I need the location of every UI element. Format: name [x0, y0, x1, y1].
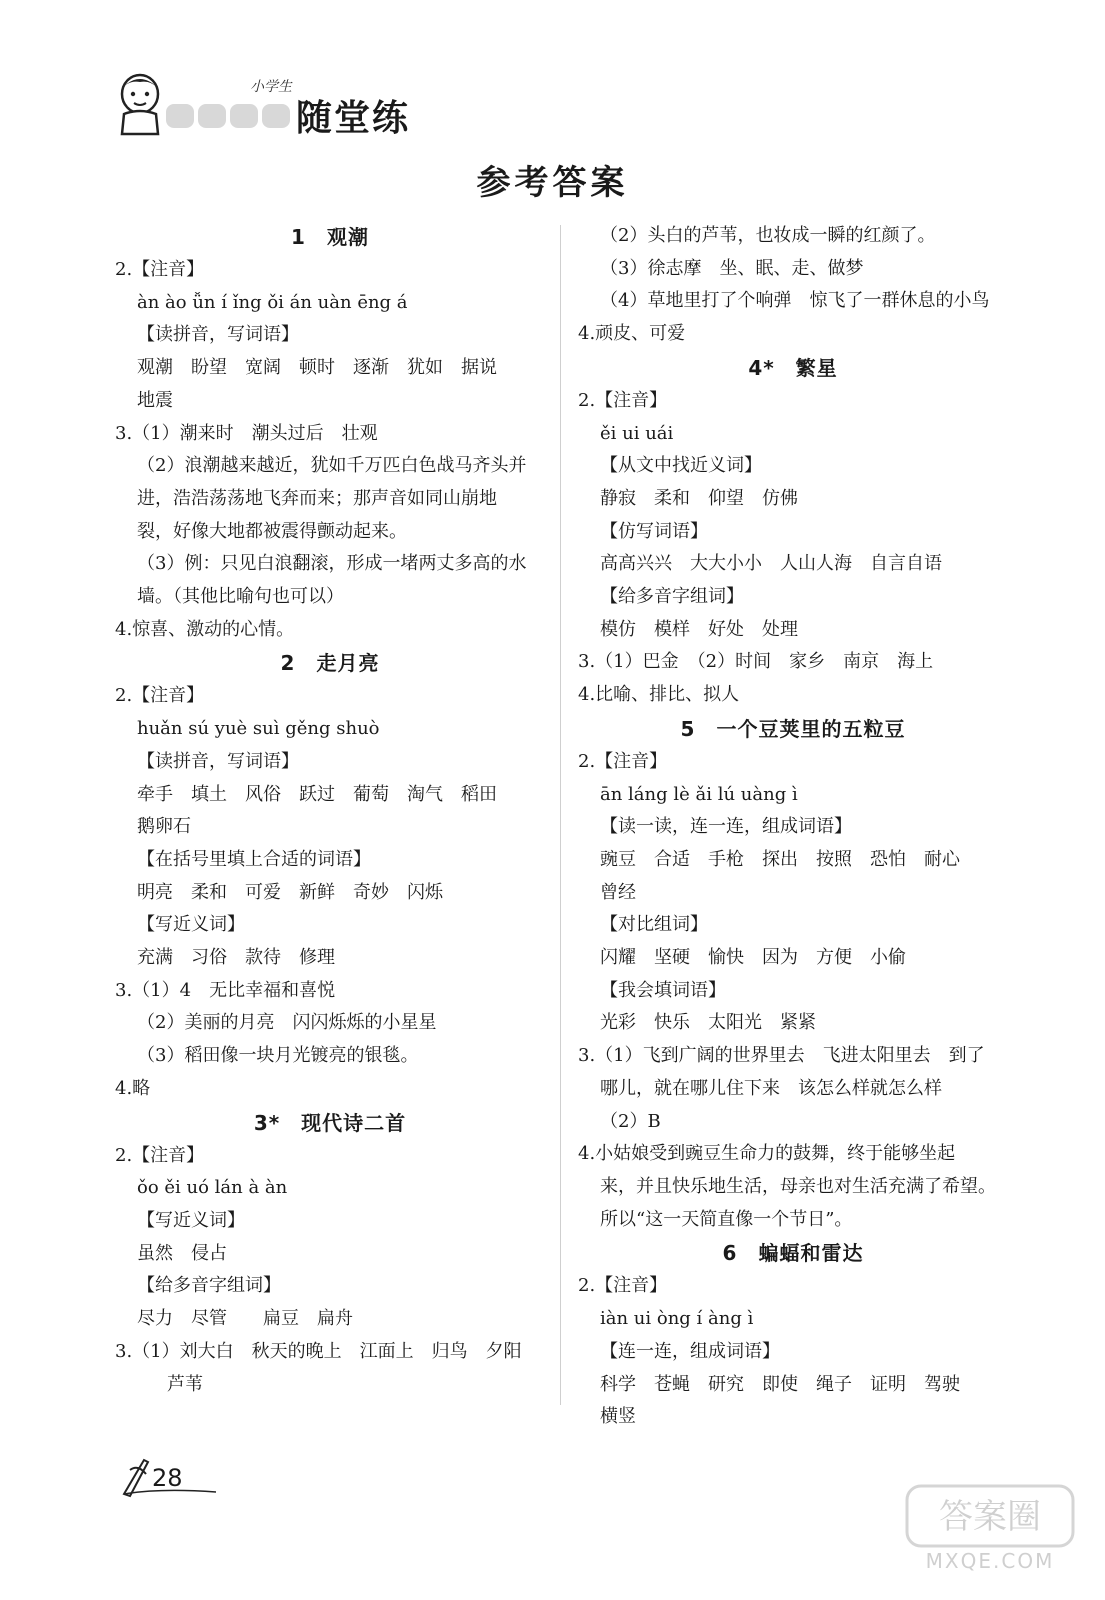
answer-line: （3）徐志摩 坐、眠、走、做梦: [600, 257, 864, 279]
watermark-site: MXQE.COM: [925, 1549, 1055, 1573]
answer-line: 【仿写词语】: [600, 520, 708, 542]
answer-line: ān láng lè ǎi lú uàng ì: [600, 783, 798, 805]
page-number: 28: [152, 1464, 183, 1492]
answer-line: 墙。（其他比喻句也可以）: [137, 586, 344, 608]
answer-line: 虽然 侵占: [137, 1242, 227, 1264]
answer-line: 牵手 填土 风俗 跃过 葡萄 淘气 稻田: [137, 783, 497, 805]
watermark-logo-icon: [905, 1484, 1075, 1574]
answer-line: 明亮 柔和 可爱 新鲜 奇妙 闪烁: [137, 881, 443, 903]
answer-line: 2.【注音】: [578, 1275, 668, 1297]
answer-line: ěi ui uái: [600, 422, 674, 444]
brand-subtitle: 小学生: [250, 79, 292, 95]
answer-line: 尽力 尽管 扁豆 扁舟: [137, 1308, 353, 1330]
answer-line: àn ào ǚn í ǐng ǒi án uàn ēng á: [137, 291, 408, 313]
answer-line: ǒo ěi uó lán à àn: [137, 1177, 288, 1199]
answer-line: 2.【注音】: [578, 389, 668, 411]
answer-line: 2.【注音】: [115, 259, 205, 280]
student-mascot-icon: [110, 70, 170, 136]
answer-line: （3）稻田像一块月光镀亮的银毯。: [137, 1045, 419, 1067]
answer-line: 3.（1）刘大白 秋天的晚上 江面上 归鸟 夕阳: [115, 1340, 522, 1362]
answer-line: 曾经: [600, 881, 636, 903]
answer-line: （4）草地里打了个响弹 惊飞了一群休息的小鸟: [600, 290, 990, 312]
page-header: [110, 70, 470, 140]
answer-line: 【读一读，连一连，组成词语】: [600, 816, 852, 838]
section-title: 5 一个豆荚里的五粒豆: [680, 716, 906, 741]
answer-line: 【读拼音，写词语】: [137, 750, 299, 772]
section-title: 4* 繁星: [748, 355, 838, 380]
answer-line: 芦苇: [167, 1373, 203, 1395]
answer-line: （3）例：只见白浪翻滚，形成一堵两丈多高的水: [137, 553, 527, 575]
answer-line: 4.顽皮、可爱: [578, 323, 686, 345]
answer-line: 所以“这一天简直像一个节日”。: [600, 1208, 853, 1230]
answer-line: 【写近义词】: [137, 914, 245, 936]
answer-line: 光彩 快乐 太阳光 紧紧: [600, 1012, 816, 1034]
answer-line: 3.（1）巴金 （2）时间 家乡 南京 海上: [578, 651, 934, 673]
answer-line: （2）B: [600, 1110, 661, 1132]
answer-line: 【对比组词】: [600, 914, 708, 936]
answer-line: 哪儿，就在哪儿住下来 该怎么样就怎么样: [600, 1077, 942, 1099]
answer-line: 裂，好像大地都被震得颤动起来。: [137, 520, 407, 542]
section-title: 6 蝙蝠和雷达: [722, 1241, 864, 1266]
answer-line: 来，并且快乐地生活，母亲也对生活充满了希望。: [600, 1175, 996, 1197]
brand-title: 随堂练: [296, 98, 411, 139]
answer-line: 3.（1）4 无比幸福和喜悦: [115, 979, 336, 1001]
answer-line: 进，浩浩荡荡地飞奔而来；那声音如同山崩地: [137, 487, 497, 509]
answer-line: 【连一连，组成词语】: [600, 1340, 780, 1362]
answer-line: 科学 苍蝇 研究 即使 绳子 证明 驾驶: [600, 1373, 960, 1395]
brand-logo-icon: [164, 98, 294, 134]
answer-line: 【给多音字组词】: [600, 586, 744, 608]
answer-line: 3.（1）潮来时 潮头过后 壮观: [115, 422, 378, 444]
answer-line: 【给多音字组词】: [137, 1275, 281, 1297]
answer-line: 地震: [137, 389, 173, 411]
answer-line: 豌豆 合适 手枪 探出 按照 恐怕 耐心: [600, 848, 960, 870]
page-title: 参考答案: [476, 163, 629, 203]
answer-line: 【从文中找近义词】: [600, 455, 762, 477]
answer-line: 【写近义词】: [137, 1209, 245, 1231]
answer-line: （2）美丽的月亮 闪闪烁烁的小星星: [137, 1012, 437, 1034]
answer-line: 静寂 柔和 仰望 仿佛: [600, 487, 798, 509]
section-title: 1 观潮: [291, 225, 369, 249]
answer-line: 4.略: [115, 1077, 151, 1099]
left-column: [115, 220, 545, 1401]
answer-line: 4.惊喜、激动的心情。: [115, 618, 295, 640]
answer-line: huǎn sú yuè suì gěng shuò: [137, 718, 380, 740]
page-footer: [120, 1440, 220, 1500]
answer-line: 2.【注音】: [115, 1144, 205, 1166]
watermark-brand: 答案圈: [939, 1497, 1041, 1537]
section-title: 2 走月亮: [280, 651, 380, 676]
answer-line: （2）头白的芦苇，也妆成一瞬的红颜了。: [600, 225, 936, 246]
answer-line: 横竖: [600, 1406, 636, 1428]
answer-line: iàn ui òng í àng ì: [600, 1308, 754, 1330]
answer-line: 高高兴兴 大大小小 人山人海 自言自语: [600, 553, 942, 575]
answer-line: 4.比喻、排比、拟人: [578, 684, 740, 706]
section-title: 3* 现代诗二首: [253, 1110, 407, 1135]
right-column: [578, 220, 1008, 1434]
answer-line: 闪耀 坚硬 愉快 因为 方便 小偷: [600, 947, 906, 969]
answer-line: 2.【注音】: [578, 750, 668, 772]
answer-line: 模仿 模样 好处 处理: [600, 618, 798, 640]
answer-line: 3.（1）飞到广阔的世界里去 飞进太阳里去 到了: [578, 1045, 985, 1067]
answer-line: 2.【注音】: [115, 685, 205, 707]
answer-line: 观潮 盼望 宽阔 顿时 逐渐 犹如 据说: [137, 357, 497, 379]
answer-line: 充满 习俗 款待 修理: [137, 947, 335, 969]
answer-line: 【读拼音，写词语】: [137, 324, 299, 346]
column-divider: [560, 225, 561, 1405]
answer-line: 【在括号里填上合适的词语】: [137, 848, 371, 870]
answer-line: （2）浪潮越来越近，犹如千万匹白色战马齐头并: [137, 455, 527, 477]
answer-line: 【我会填词语】: [600, 979, 726, 1001]
answer-line: 4.小姑娘受到豌豆生命力的鼓舞，终于能够坐起: [578, 1143, 956, 1165]
answer-line: 鹅卵石: [137, 816, 191, 838]
